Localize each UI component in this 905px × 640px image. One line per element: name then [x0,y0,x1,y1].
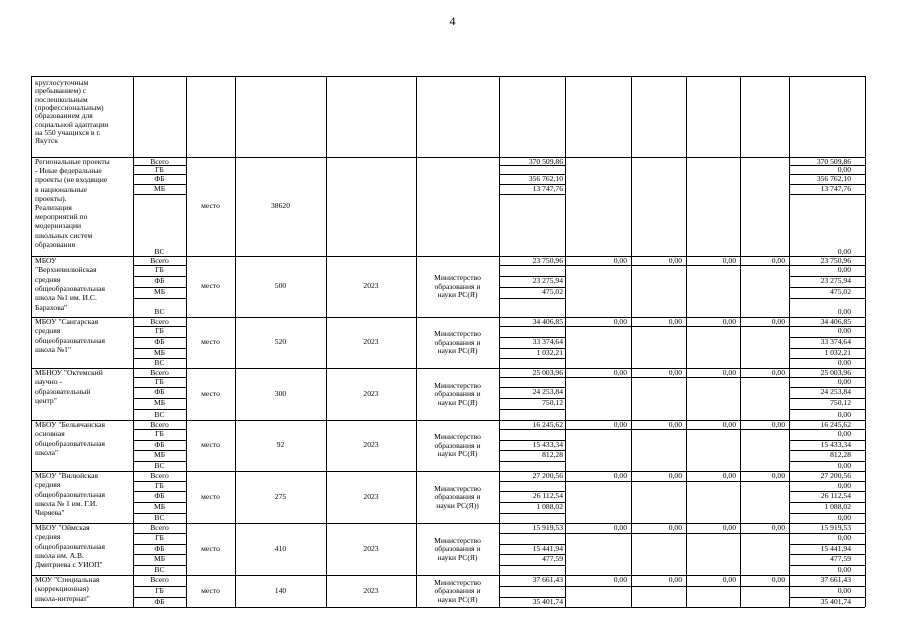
object-name-line: школа" [35,448,59,457]
summary-amount: 24 253,84 [820,386,851,396]
subrow-divider [789,409,865,410]
zero-amount: 0,00 [722,574,736,584]
summary-amount: 0,00 [837,585,851,595]
subrow-divider [565,377,789,378]
object-name-line: средняя [35,326,61,336]
responsible-agency-line: образования и [434,389,481,399]
zero-amount: 0,00 [613,419,627,429]
funding-source-label: Всего [150,522,169,532]
object-name-line: МБОУ "Оймская [35,522,90,532]
summary-amount: 27 200,56 [820,470,851,480]
summary-amount: 37 661,43 [820,574,851,584]
funding-source-label: ГБ [155,428,164,438]
funding-source-label: ФБ [154,596,165,606]
subrow-divider [499,409,565,410]
completion-year: 2023 [363,337,379,346]
responsible-agency-line: Министерство [434,483,481,493]
amount-mb: 475,02 [542,286,563,296]
subrow-divider [565,265,789,266]
zero-amount: 0,00 [771,255,785,265]
responsible-agency-line: Министерство [434,380,481,390]
object-name-line: (коррекционная) [35,584,89,594]
responsible-agency-line: науки РС(Я) [437,552,478,562]
subrow-divider [565,533,789,534]
amount-total: 16 245,62 [532,419,563,429]
responsible-agency-line: науки РС(Я) [437,290,478,300]
object-name-line: школа № 1 им. Г.И. [35,499,98,508]
table-border [31,607,865,608]
subrow-divider [565,429,789,430]
responsible-agency-line: образования и [434,492,481,502]
object-name-line: общеобразовательная [35,489,105,499]
unit-of-measure: место [201,543,220,553]
summary-amount: 15 433,34 [820,439,851,449]
summary-amount: 33 374,64 [820,336,851,346]
responsible-agency-line: образования и [434,281,481,291]
object-name-line: Якутск [35,136,58,146]
object-name-line: научно - [35,377,62,387]
funding-source-label: Всего [150,470,169,480]
summary-amount: 16 245,62 [820,419,851,429]
summary-amount: 0,00 [837,325,851,335]
object-name-line: основная [35,429,65,439]
zero-amount: 0,00 [722,367,736,377]
subrow-divider [789,298,865,299]
object-name-line: образовательный [35,386,91,396]
object-name-line: пребыванием) с [35,86,87,96]
responsible-agency-line: образования и [434,544,481,554]
object-name-line: образования [35,239,76,249]
capacity-value: 92 [276,440,285,449]
zero-amount: 0,00 [668,470,682,480]
amount-mb: 477,59 [542,553,563,563]
capacity-value: 300 [274,388,287,398]
object-name-line: "Верхневилюйская [35,265,97,275]
funding-source-label: Всего [150,156,169,166]
object-name-line: (профессиональным) [35,102,104,112]
zero-amount: 0,00 [613,367,627,377]
object-name-line: круглосуточным [35,78,89,87]
object-name-line: МБОУ "Бельячанская [35,419,106,429]
funding-source-label: ФБ [154,275,165,285]
object-name-line: Региональные проекты [35,157,110,166]
zero-amount: 0,00 [668,522,682,532]
summary-amount: 0,00 [837,428,851,438]
summary-amount: 0,00 [837,480,851,490]
object-name-line: школа №1" [35,345,72,354]
responsible-agency-line: науки РС(Я) [437,449,478,459]
summary-amount: 0,00 [837,410,851,420]
object-name-line: общеобразовательная [35,541,105,551]
capacity-value: 140 [274,585,287,595]
summary-amount: 0,00 [837,307,851,317]
object-name-line: общеобразовательная [35,438,105,448]
amount-federal: 356 762,10 [528,173,563,183]
amount-mb: 1 088,02 [536,501,563,511]
capacity-value: 275 [274,491,287,501]
responsible-agency-line: науки РС(Я) [437,346,478,356]
summary-amount: 34 406,85 [820,316,851,326]
summary-amount: 370 509,86 [816,156,851,166]
capacity-value: 38620 [271,201,290,210]
object-name-line: школа-интернат" [35,593,90,603]
funding-source-label: ВС [154,246,165,256]
zero-amount: 0,00 [722,316,736,326]
unit-of-measure: место [201,585,220,595]
unit-of-measure: место [201,281,220,290]
amount-mb: 750,12 [542,397,563,407]
zero-amount: 0,00 [668,574,682,584]
unit-of-measure: место [201,491,220,501]
zero-amount: 0,00 [771,316,785,326]
summary-amount: 23 275,94 [820,275,851,285]
subrow-divider [499,298,565,299]
object-name-line: средняя [35,532,61,542]
zero-amount: 0,00 [613,574,627,584]
capacity-value: 410 [274,543,287,553]
page-number: 4 [449,14,456,28]
summary-amount: 0,00 [837,246,851,256]
funding-source-label: ГБ [155,164,164,174]
funding-source-label: ГБ [155,480,164,490]
object-name-line: школа №1 им. И.С. [35,293,97,303]
funding-source-label: ГБ [155,264,164,274]
zero-amount: 0,00 [722,522,736,532]
completion-year: 2023 [363,543,379,553]
zero-amount: 0,00 [771,367,785,377]
funding-source-label: МБ [153,449,166,459]
summary-amount: 25 003,96 [820,367,851,377]
zero-amount: 0,00 [722,255,736,265]
subrow-divider [499,377,565,378]
funding-source-label: ФБ [154,386,165,396]
funding-source-label: ГБ [155,376,164,386]
subrow-divider [499,586,565,587]
unit-of-measure: место [201,201,220,210]
object-name-line: социальной адаптации [35,119,109,129]
summary-amount: 0,00 [837,164,851,174]
zero-amount: 0,00 [771,470,785,480]
subrow-divider [133,194,186,195]
funding-source-label: ФБ [154,439,165,449]
unit-of-measure: место [201,337,220,346]
subrow-divider [133,298,186,299]
funding-source-label: ВС [154,565,165,575]
funding-source-label: ВС [154,358,165,368]
subrow-divider [565,586,789,587]
funding-source-label: ГБ [155,585,164,595]
funding-source-label: ГБ [155,325,164,335]
funding-source-label: МБ [153,501,166,511]
completion-year: 2023 [363,440,379,449]
funding-source-label: ГБ [155,532,164,542]
zero-amount: 0,00 [771,574,785,584]
amount-mb: 1 032,21 [536,347,563,357]
summary-amount: 23 750,96 [820,255,851,265]
summary-amount: 0,00 [837,376,851,386]
zero-amount: 0,00 [668,316,682,326]
table-border [31,76,32,607]
funding-source-label: ФБ [154,173,165,183]
responsible-agency-line: науки РС(Я) [437,594,478,604]
subrow-divider [499,265,565,266]
amount-municipal: 13 747,76 [532,183,563,193]
object-name-line: общеобразовательная [35,335,105,345]
funding-source-label: МБ [153,183,166,193]
summary-amount: 15 919,53 [820,522,851,532]
subrow-divider [499,429,565,430]
completion-year: 2023 [363,491,379,501]
object-name-line: проекты). [35,193,67,203]
table-border [31,76,865,77]
object-name-line: в национальные [35,184,88,194]
amount-fb: 24 253,84 [532,386,563,396]
unit-of-measure: место [201,440,220,449]
summary-amount: 477,59 [830,553,851,563]
funding-source-label: Всего [150,255,169,265]
zero-amount: 0,00 [613,470,627,480]
amount-total: 37 661,43 [532,574,563,584]
amount-fb: 15 441,94 [532,543,563,553]
responsible-agency-line: Министерство [434,577,481,587]
zero-amount: 0,00 [668,255,682,265]
object-name-line: модернизации [35,221,82,231]
funding-source-label: ФБ [154,543,165,553]
funding-source-label: ВС [154,513,165,523]
summary-amount: 0,00 [837,565,851,575]
completion-year: 2023 [363,585,379,595]
amount-total: 27 200,56 [532,470,563,480]
responsible-agency-line: образования и [434,586,481,596]
table-border [865,76,866,607]
summary-amount: 0,00 [837,532,851,542]
funding-source-label: Всего [150,574,169,584]
amount-fb: 35 401,74 [532,596,563,606]
object-name-line: средняя [35,274,61,284]
unit-of-measure: место [201,388,220,398]
summary-amount: 475,02 [830,286,851,296]
summary-amount: 356 762,10 [816,173,851,183]
funding-source-label: МБ [153,397,166,407]
funding-source-label: ВС [154,410,165,420]
subrow-divider [499,358,565,359]
column-divider [133,76,134,607]
subrow-divider [499,461,565,462]
responsible-agency-line: образования и [434,440,481,450]
subrow-divider [499,513,565,514]
amount-total: 34 406,85 [532,316,563,326]
subrow-divider [499,565,565,566]
subrow-divider [565,326,789,327]
object-name-line: мероприятий по [35,212,88,222]
amount-fb: 23 275,94 [532,275,563,285]
object-name-line: МБОУ "Вилюйская [35,470,98,480]
amount-total: 25 003,96 [532,367,563,377]
zero-amount: 0,00 [771,419,785,429]
object-name-line: МБОУ [35,255,57,265]
amount-fb: 26 112,54 [532,490,563,500]
summary-amount: 812,28 [830,449,851,459]
funding-source-label: Всего [150,419,169,429]
subrow-divider [499,194,565,195]
object-name-line: - Иные федеральные [35,166,102,176]
responsible-agency-line: Министерство [434,432,481,441]
amount-mb: 812,28 [542,449,563,459]
object-name-line: послешкольным [35,94,88,104]
funding-source-label: МБ [153,286,166,296]
object-name-line: МБОУ "Сангарская [35,316,99,326]
summary-amount: 13 747,76 [820,183,851,193]
summary-amount: 1 032,21 [824,347,851,357]
amount-total: 15 919,53 [532,522,563,532]
zero-amount: 0,00 [722,419,736,429]
summary-amount: 26 112,54 [820,490,851,500]
responsible-agency-line: науки РС(Я) [437,397,478,407]
summary-amount: 0,00 [837,513,851,523]
completion-year: 2023 [363,388,379,398]
summary-amount: 750,12 [830,397,851,407]
object-name-line: образованием для [35,111,93,121]
object-name-line: Барахова" [35,302,68,312]
summary-amount: 0,00 [837,264,851,274]
funding-source-label: МБ [153,347,166,357]
capacity-value: 520 [274,337,287,346]
subrow-divider [789,194,865,195]
object-name-line: общеобразовательная [35,284,105,293]
amount-fb: 33 374,64 [532,336,563,346]
funding-source-label: Всего [150,367,169,377]
object-name-line: средняя [35,480,61,490]
summary-amount: 0,00 [837,461,851,471]
summary-amount: 15 441,94 [820,543,851,553]
funding-source-label: Всего [150,316,169,326]
summary-amount: 35 401,74 [820,596,851,606]
capacity-value: 500 [274,281,287,290]
subrow-divider [499,481,565,482]
zero-amount: 0,00 [613,522,627,532]
amount-total: 23 750,96 [532,255,563,265]
object-name-line: Дмитриева с УИОП" [35,560,103,570]
zero-amount: 0,00 [771,522,785,532]
responsible-agency-line: Министерство [434,535,481,545]
summary-amount: 1 088,02 [824,501,851,511]
zero-amount: 0,00 [613,255,627,265]
funding-source-label: ВС [154,461,165,471]
subrow-divider [565,481,789,482]
object-name-line: на 550 учащихся в г. [35,127,101,137]
zero-amount: 0,00 [613,316,627,326]
zero-amount: 0,00 [668,419,682,429]
responsible-agency-line: Министерство [434,329,481,338]
object-name-line: центр" [35,396,57,405]
funding-source-label: ВС [154,307,165,317]
funding-source-label: МБ [153,553,166,563]
responsible-agency-line: науки РС(Я)) [436,500,479,510]
object-name-line: школа им. А.В. [35,551,84,560]
funding-source-label: ФБ [154,490,165,500]
responsible-agency-line: образования и [434,337,481,347]
object-name-line: Реализация [35,203,72,212]
object-name-line: МОУ "Специальная [35,574,100,584]
completion-year: 2023 [363,281,379,290]
responsible-agency-line: Министерство [434,273,481,282]
object-name-line: Чиряева" [35,508,65,518]
zero-amount: 0,00 [668,367,682,377]
subrow-divider [499,326,565,327]
object-name-line: школьных систем [35,230,93,240]
object-name-line: МБНОУ "Октемский [35,367,103,377]
summary-amount: 0,00 [837,358,851,368]
amount-fb: 15 433,34 [532,439,563,449]
object-name-line: проекты (не входящие [35,175,108,185]
zero-amount: 0,00 [722,470,736,480]
subrow-divider [499,533,565,534]
funding-source-label: ФБ [154,336,165,346]
amount-total: 370 509,86 [528,156,563,166]
